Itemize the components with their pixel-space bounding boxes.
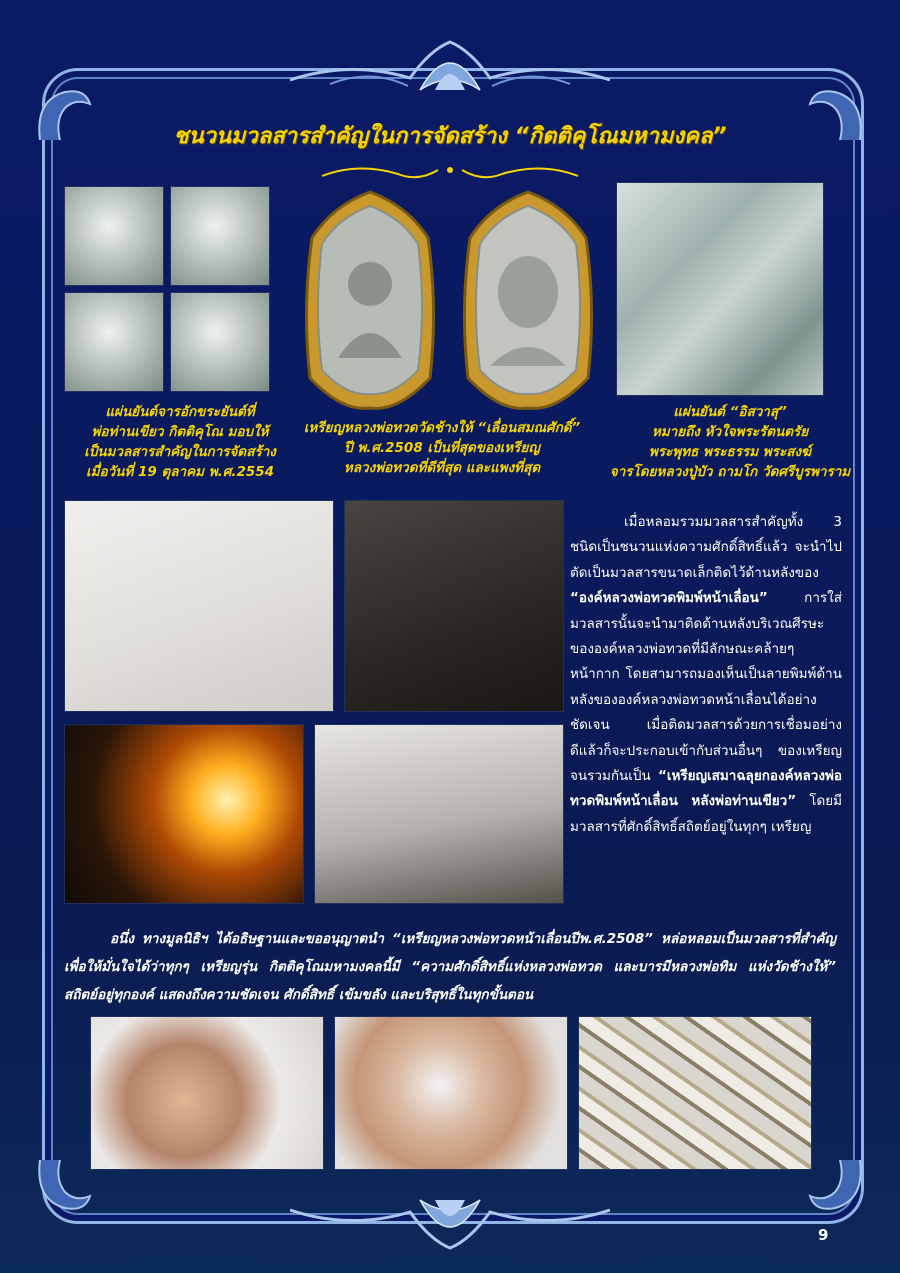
body-paragraph [570, 510, 842, 840]
ingot-tray-photo [314, 724, 564, 904]
bottom-paragraph-text: อนึ่ง ทางมูลนิธิฯ ได้อธิษฐานและขออนุญาตนำ “เหรียญหลวงพ่อทวดหน้าเลื่อนปีพ.ศ.2508” หล่อหลอมเป็นมวลสารที่สำคัญเพื่อให้มั่นใจได้ว่าทุกๆ เหรียญรุ่น กิตติคุโณมหามงคลนี้มี “ความศักดิ์สิทธิ์แห่งหลวงพ่อทวด และบารมีหลวงพ่อทิม แห่งวัดช้างให้” สถิตย์อยู่ทุกองค์ แสดงถึงความชัดเจน ศักดิ์สิทธิ์ เข้มขลัง และบริสุทธิ์ในทุกขั้นตอน [64, 931, 836, 1003]
caption-line: แผ่นยันต์จารอักขระยันต์ที่ [105, 404, 255, 420]
caption-line: พระพุทธ พระธรรม พระสงฆ์ [648, 444, 812, 460]
body-text-d: “เหรียญเสมาฉลุยกองค์หลวงพ่อทวดพิมพ์หน้าเลื่อน หลังพ่อท่านเขียว” [570, 768, 842, 810]
page-title: ชนวนมวลสารสำคัญในการจัดสร้าง “กิตติคุโณมหามงคล” [173, 124, 727, 149]
body-text-b: “องค์หลวงพ่อทวดพิมพ์หน้าเลื่อน” [570, 590, 768, 607]
medal-front-image [298, 188, 442, 412]
pliers-photo-1 [90, 1016, 324, 1170]
caption-line: พ่อท่านเขียว กิตติคุโณ มอบให้ [91, 424, 269, 440]
caption-left [60, 402, 300, 482]
yantra-sheet-photo-4 [170, 292, 270, 392]
caption-line: เหรียญหลวงพ่อทวดวัดช้างให้ “เลื่อนสมณศักดิ์” [303, 420, 581, 436]
caption-line: แผ่นยันต์ “อิสวาสุ” [673, 404, 787, 420]
bottom-paragraph [64, 925, 836, 1009]
caption-line: เป็นมวลสารสำคัญในการจัดสร้าง [84, 444, 276, 460]
finished-medals-photo [578, 1016, 812, 1170]
isvasu-yantra-photo [616, 182, 824, 396]
pliers-photo-2 [334, 1016, 568, 1170]
caption-line: จารโดยหลวงปู่บัว ถามโก วัดศรีบูรพาราม [609, 464, 851, 480]
yantra-sheet-photo-2 [170, 186, 270, 286]
caption-center [292, 418, 592, 478]
caption-line: เมื่อวันที่ 19 ตุลาคม พ.ศ.2554 [85, 464, 275, 480]
title-swirl-icon [318, 160, 582, 186]
caption-line: หลวงพ่อทวดที่ดีที่สุด และแพงที่สุด [343, 460, 541, 476]
page-number: 9 [818, 1226, 829, 1244]
caption-line: ปี พ.ศ.2508 เป็นที่สุดของเหรียญ [344, 440, 540, 456]
metal-pieces-photo [64, 500, 334, 712]
body-text-a: เมื่อหลอมรวมมวลสารสำคัญทั้ง 3 ชนิดเป็นชนวนแห่งความศักดิ์สิทธิ์แล้ว จะนำไปตัดเป็นมวลสารขนาดเล็กติดไว้ด้านหลังของ [570, 514, 842, 581]
medal-back-image [456, 188, 600, 412]
thai-ornament-top-icon [290, 40, 610, 100]
yantra-sheet-photo-3 [64, 292, 164, 392]
body-text-e: โดยมีมวลสารที่ศักดิ์สิทธิ์สถิตย์อยู่ในทุกๆ เหรียญ [570, 793, 843, 835]
yantra-sheet-photo-1 [64, 186, 164, 286]
thai-ornament-bottom-icon [290, 1190, 610, 1250]
body-text-c: การใส่มวลสารนั้นจะนำมาติดด้านหลังบริเวณศีรษะขององค์หลวงพ่อทวดที่มีลักษณะคล้ายๆ หน้ากาก โดยสามารถมองเห็นเป็นลายพิมพ์ด้านหลังขององค์หลวงพ่อทวดหน้าเลื่อนได้อย่างชัดเจน เมื่อติดมวลสารด้วยการเชื่อมอย่างดีแล้วก็จะประกอบเข้ากับส่วนอื่นๆ ของเหรียญจนรวมกันเป็น [570, 590, 842, 785]
caption-line: หมายถึง หัวใจพระรัตนตรัย [651, 424, 809, 440]
caption-right [580, 402, 880, 482]
melting-furnace-photo [64, 724, 304, 904]
casting-mold-photo [344, 500, 564, 712]
